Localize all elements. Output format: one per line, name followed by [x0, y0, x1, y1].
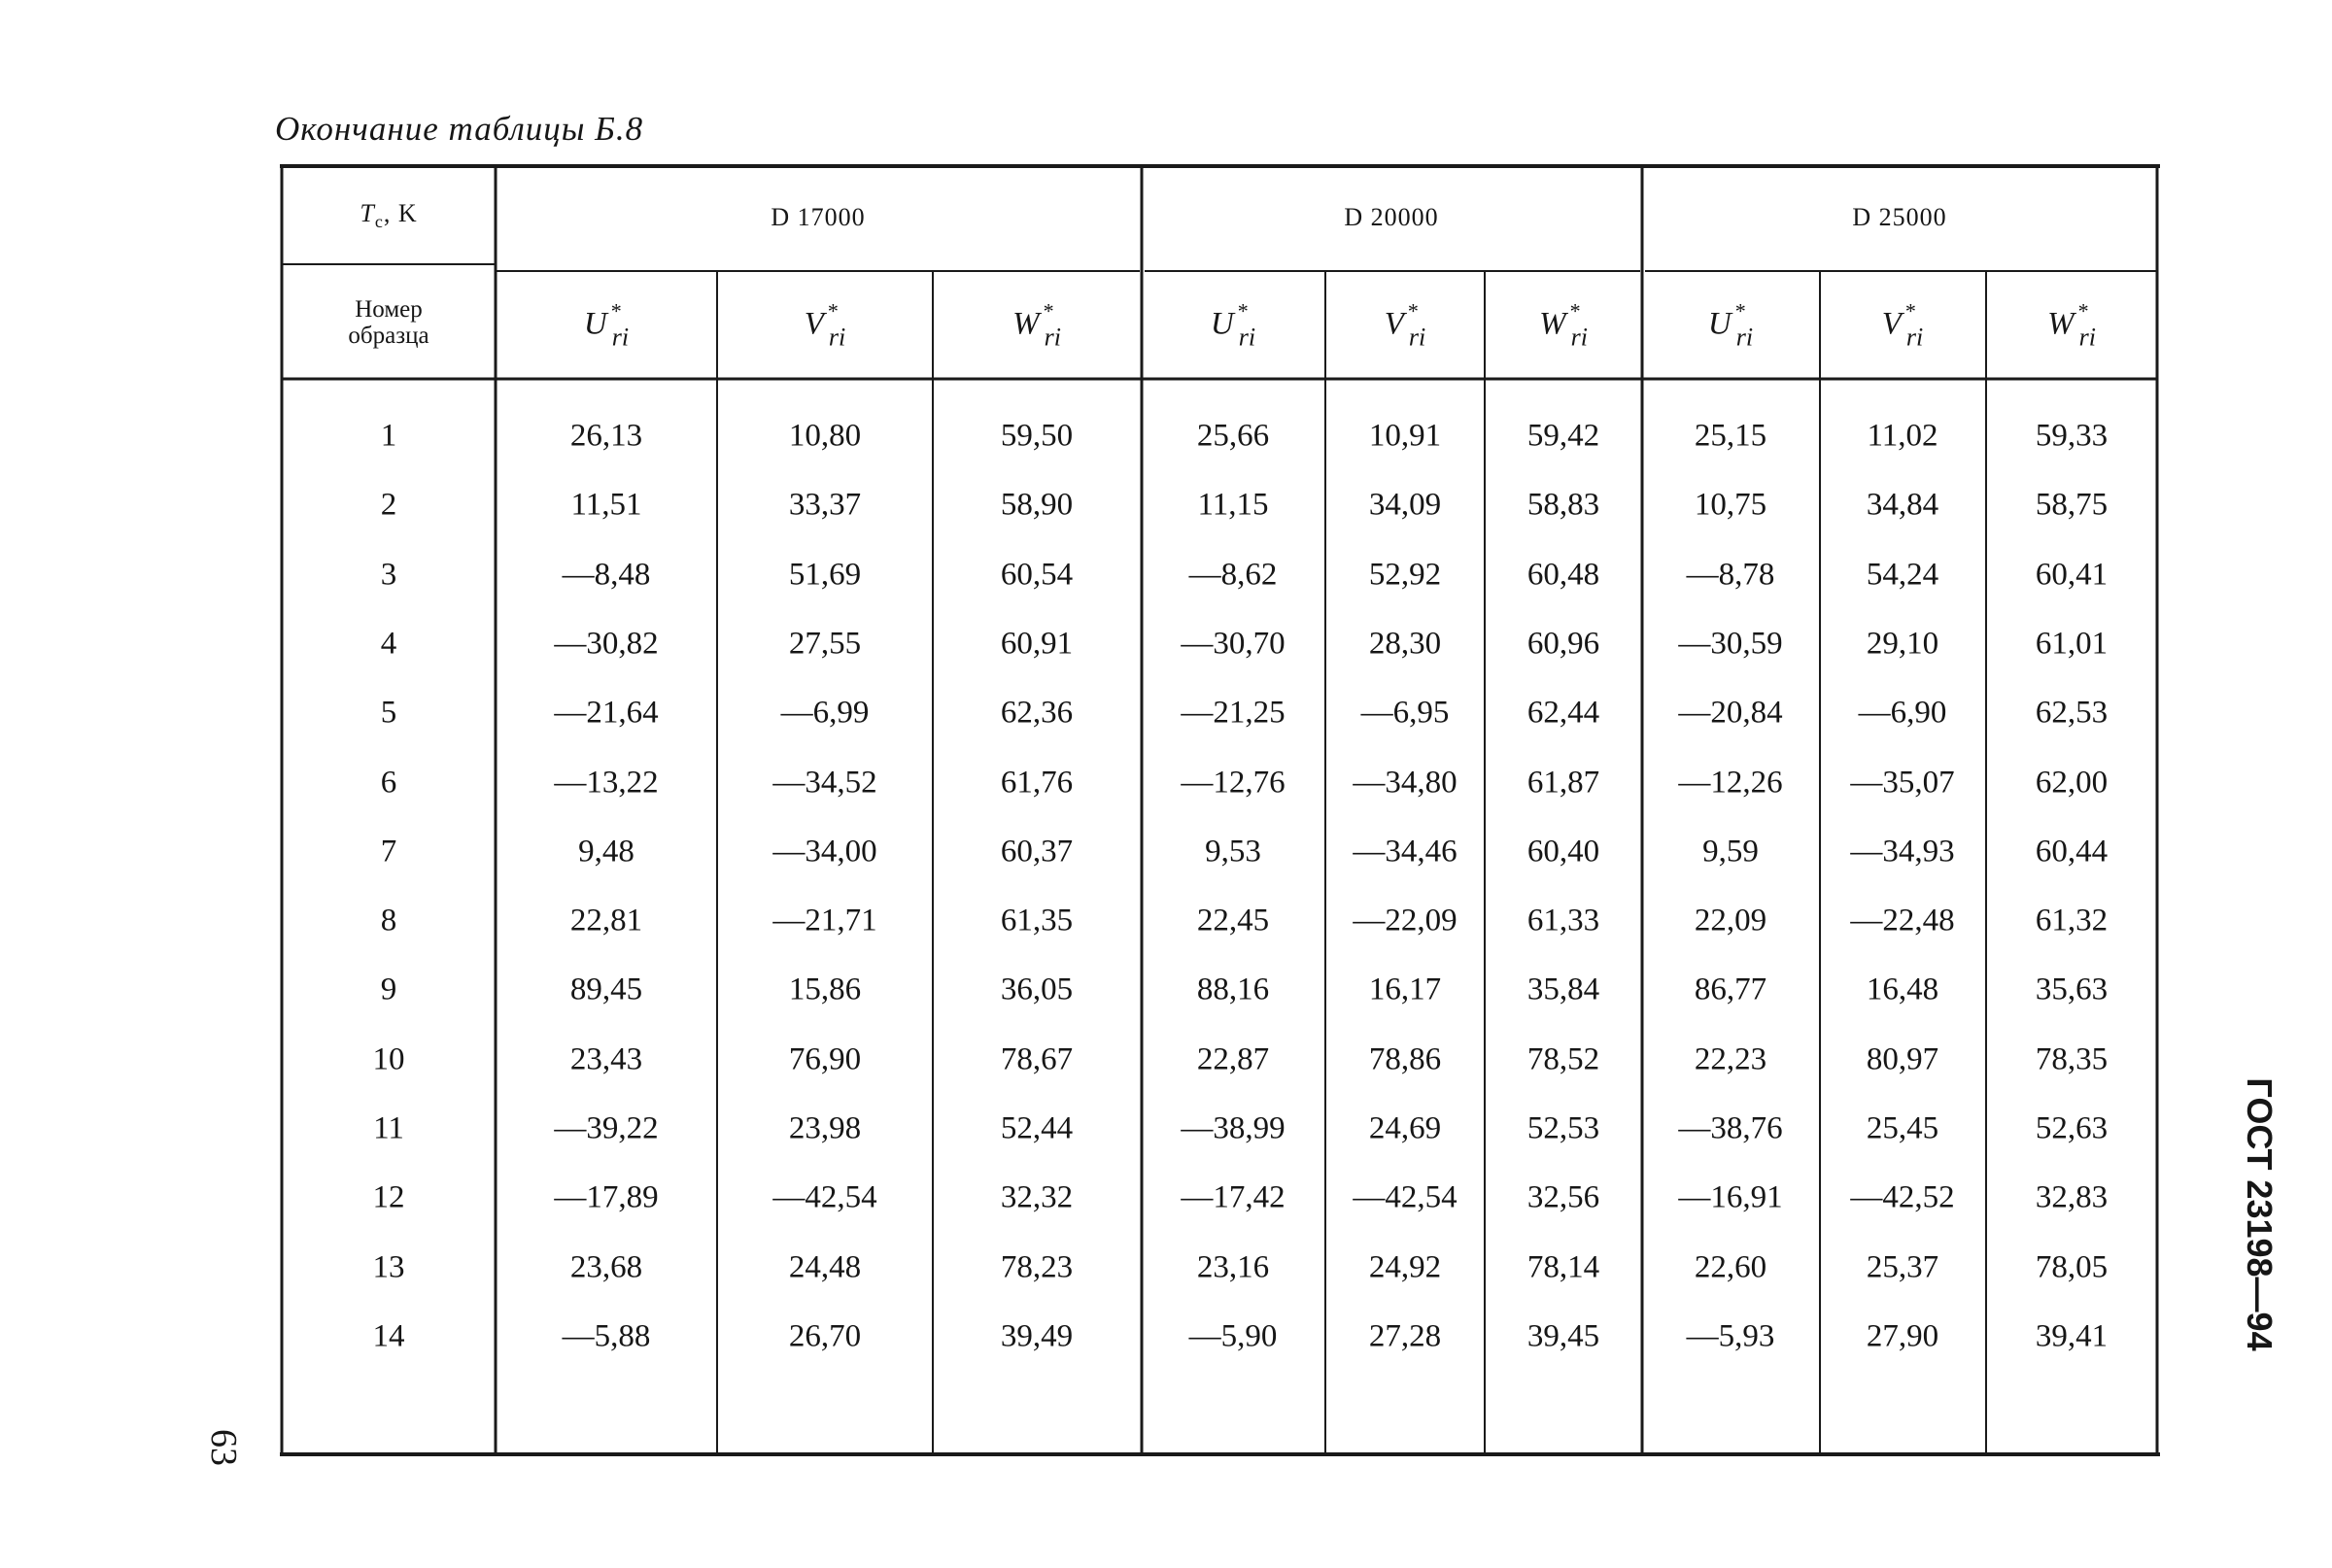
table-cell: 61,32: [2035, 903, 2109, 938]
table-cell: —22,09: [1353, 903, 1458, 938]
table-cell: 32,32: [1000, 1179, 1074, 1215]
table-cell: 76,90: [788, 1041, 862, 1077]
row-number: 4: [380, 626, 397, 662]
table-cell: 9,48: [578, 834, 634, 869]
table-cell: 23,16: [1196, 1249, 1270, 1285]
table-cell: —38,76: [1678, 1110, 1783, 1146]
table-cell: 29,10: [1866, 626, 1939, 662]
table-cell: 78,86: [1368, 1041, 1442, 1077]
table-cell: 24,48: [788, 1249, 862, 1285]
table-cell: —39,22: [554, 1110, 659, 1146]
table-cell: 22,23: [1694, 1041, 1767, 1077]
table-cell: —5,88: [562, 1318, 651, 1354]
column-header-3: W *$_{ri}$: [1012, 298, 1061, 352]
table-cell: 34,84: [1866, 487, 1939, 523]
table-cell: 61,33: [1526, 903, 1600, 938]
standard-code: ГОСТ 23198—94: [2240, 1077, 2280, 1351]
table-cell: 62,44: [1526, 695, 1600, 731]
table-cell: —6,90: [1858, 695, 1947, 731]
table-cell: —8,48: [562, 557, 651, 593]
table-cell: 22,60: [1694, 1249, 1767, 1285]
table-cell: 28,30: [1368, 626, 1442, 662]
table-cell: 88,16: [1196, 971, 1270, 1007]
table-cell: 9,53: [1205, 834, 1261, 869]
group-header-1: D 17000: [771, 203, 866, 231]
table-cell: 58,90: [1000, 487, 1074, 523]
table-cell: —42,54: [1353, 1179, 1458, 1215]
table-cell: —6,99: [780, 695, 870, 731]
table-cell: 60,41: [2035, 557, 2109, 593]
table-cell: 78,35: [2035, 1041, 2109, 1077]
column-header-9: W *$_{ri}$: [2047, 298, 2096, 352]
table-cell: 16,17: [1368, 971, 1442, 1007]
page-number: 63: [203, 1429, 244, 1466]
tc-header: $T_c$, K: [360, 198, 418, 232]
table-cell: 62,53: [2035, 695, 2109, 731]
table-cell: —16,91: [1678, 1179, 1783, 1215]
table-cell: 22,45: [1196, 903, 1270, 938]
table-cell: 27,28: [1368, 1318, 1442, 1354]
table-cell: —30,70: [1181, 626, 1286, 662]
table-cell: 11,51: [570, 487, 642, 523]
sample-number-header: Номер образца: [348, 296, 429, 349]
table-cell: 58,75: [2035, 487, 2109, 523]
table-cell: 89,45: [569, 971, 643, 1007]
table-cell: 58,83: [1526, 487, 1600, 523]
table-cell: 33,37: [788, 487, 862, 523]
table-cell: 10,80: [788, 418, 862, 454]
table-cell: 52,63: [2035, 1110, 2109, 1146]
table-cell: —30,59: [1678, 626, 1783, 662]
row-number: 13: [372, 1249, 405, 1285]
table-cell: 62,00: [2035, 765, 2109, 800]
column-header-4: U *$_{ri}$: [1210, 298, 1256, 352]
table-cell: 60,96: [1526, 626, 1600, 662]
group-header-2: D 20000: [1344, 203, 1439, 231]
table-cell: —22,48: [1850, 903, 1955, 938]
row-number: 1: [380, 418, 397, 454]
row-number: 10: [372, 1041, 405, 1077]
row-number: 8: [380, 903, 397, 938]
row-number: 7: [380, 834, 397, 869]
table-cell: —8,78: [1686, 557, 1775, 593]
table-cell: 9,59: [1702, 834, 1759, 869]
table-cell: 78,14: [1526, 1249, 1600, 1285]
table-cell: 11,15: [1197, 487, 1269, 523]
table-cell: 10,75: [1694, 487, 1767, 523]
table-cell: 23,98: [788, 1110, 862, 1146]
row-number: 3: [380, 557, 397, 593]
table-cell: 10,91: [1368, 418, 1442, 454]
row-number: 14: [372, 1318, 405, 1354]
table-cell: —21,64: [554, 695, 659, 731]
table-cell: 25,45: [1866, 1110, 1939, 1146]
table-cell: —20,84: [1678, 695, 1783, 731]
table-cell: 52,92: [1368, 557, 1442, 593]
table-cell: —17,89: [554, 1179, 659, 1215]
row-number: 11: [373, 1110, 404, 1146]
table-cell: 52,44: [1000, 1110, 1074, 1146]
row-number: 9: [380, 971, 397, 1007]
table-cell: 22,81: [569, 903, 643, 938]
table-cell: 60,48: [1526, 557, 1600, 593]
table-cell: 60,54: [1000, 557, 1074, 593]
table-cell: 32,83: [2035, 1179, 2109, 1215]
table-cell: —34,52: [772, 765, 877, 800]
column-header-7: U *$_{ri}$: [1707, 298, 1754, 352]
row-number: 6: [380, 765, 397, 800]
table-cell: —17,42: [1181, 1179, 1286, 1215]
table-cell: —34,93: [1850, 834, 1955, 869]
table-cell: 25,15: [1694, 418, 1767, 454]
table-cell: 61,76: [1000, 765, 1074, 800]
table-cell: —12,26: [1678, 765, 1783, 800]
column-header-1: U *$_{ri}$: [583, 298, 630, 352]
table-cell: —13,22: [554, 765, 659, 800]
row-number: 5: [380, 695, 397, 731]
table-caption: Окончание таблицы Б.8: [275, 110, 644, 148]
table-cell: 52,53: [1526, 1110, 1600, 1146]
table-cell: 27,55: [788, 626, 862, 662]
table-cell: —42,52: [1850, 1179, 1955, 1215]
table-cell: 23,68: [569, 1249, 643, 1285]
table-cell: 61,87: [1526, 765, 1600, 800]
table-cell: 60,44: [2035, 834, 2109, 869]
column-header-6: W *$_{ri}$: [1539, 298, 1588, 352]
table-cell: 24,69: [1368, 1110, 1442, 1146]
table-cell: —5,90: [1188, 1318, 1278, 1354]
table-cell: 39,45: [1526, 1318, 1600, 1354]
table-cell: 59,42: [1526, 418, 1600, 454]
table-cell: 27,90: [1866, 1318, 1939, 1354]
table-cell: —38,99: [1181, 1110, 1286, 1146]
table-cell: 23,43: [569, 1041, 643, 1077]
column-header-8: V *$_{ri}$: [1881, 298, 1924, 352]
data-table: [280, 162, 2160, 1456]
table-cell: 78,67: [1000, 1041, 1074, 1077]
table-cell: 62,36: [1000, 695, 1074, 731]
table-cell: 11,02: [1867, 418, 1938, 454]
table-cell: 35,63: [2035, 971, 2109, 1007]
table-cell: —34,46: [1353, 834, 1458, 869]
table-cell: 26,70: [788, 1318, 862, 1354]
table-cell: —6,95: [1360, 695, 1450, 731]
table-cell: 60,37: [1000, 834, 1074, 869]
table-cell: —34,00: [772, 834, 877, 869]
table-cell: 39,41: [2035, 1318, 2109, 1354]
table-cell: —34,80: [1353, 765, 1458, 800]
column-header-5: V *$_{ri}$: [1384, 298, 1426, 352]
table-cell: 24,92: [1368, 1249, 1442, 1285]
row-number: 2: [380, 487, 397, 523]
table-cell: —30,82: [554, 626, 659, 662]
table-cell: 59,33: [2035, 418, 2109, 454]
table-cell: —21,71: [772, 903, 877, 938]
table-cell: 36,05: [1000, 971, 1074, 1007]
table-cell: 32,56: [1526, 1179, 1600, 1215]
table-cell: 59,50: [1000, 418, 1074, 454]
table-cell: 80,97: [1866, 1041, 1939, 1077]
table-cell: 34,09: [1368, 487, 1442, 523]
table-cell: 22,87: [1196, 1041, 1270, 1077]
table-cell: —12,76: [1181, 765, 1286, 800]
table-cell: 54,24: [1866, 557, 1939, 593]
table-cell: 51,69: [788, 557, 862, 593]
table-cell: 60,91: [1000, 626, 1074, 662]
table-cell: 22,09: [1694, 903, 1767, 938]
table-cell: —5,93: [1686, 1318, 1775, 1354]
table-cell: —21,25: [1181, 695, 1286, 731]
table-cell: —35,07: [1850, 765, 1955, 800]
table-cell: —42,54: [772, 1179, 877, 1215]
table-cell: 25,66: [1196, 418, 1270, 454]
table-cell: —8,62: [1188, 557, 1278, 593]
table-cell: 78,05: [2035, 1249, 2109, 1285]
table-cell: 26,13: [569, 418, 643, 454]
table-cell: 15,86: [788, 971, 862, 1007]
row-number: 12: [372, 1179, 405, 1215]
column-header-2: V *$_{ri}$: [804, 298, 846, 352]
group-header-3: D 25000: [1852, 203, 1947, 231]
table-cell: 86,77: [1694, 971, 1767, 1007]
table-cell: 39,49: [1000, 1318, 1074, 1354]
table-cell: 61,35: [1000, 903, 1074, 938]
table-cell: 60,40: [1526, 834, 1600, 869]
table-cell: 78,23: [1000, 1249, 1074, 1285]
table-cell: 16,48: [1866, 971, 1939, 1007]
table-cell: 35,84: [1526, 971, 1600, 1007]
table-cell: 61,01: [2035, 626, 2109, 662]
table-cell: 78,52: [1526, 1041, 1600, 1077]
table-cell: 25,37: [1866, 1249, 1939, 1285]
